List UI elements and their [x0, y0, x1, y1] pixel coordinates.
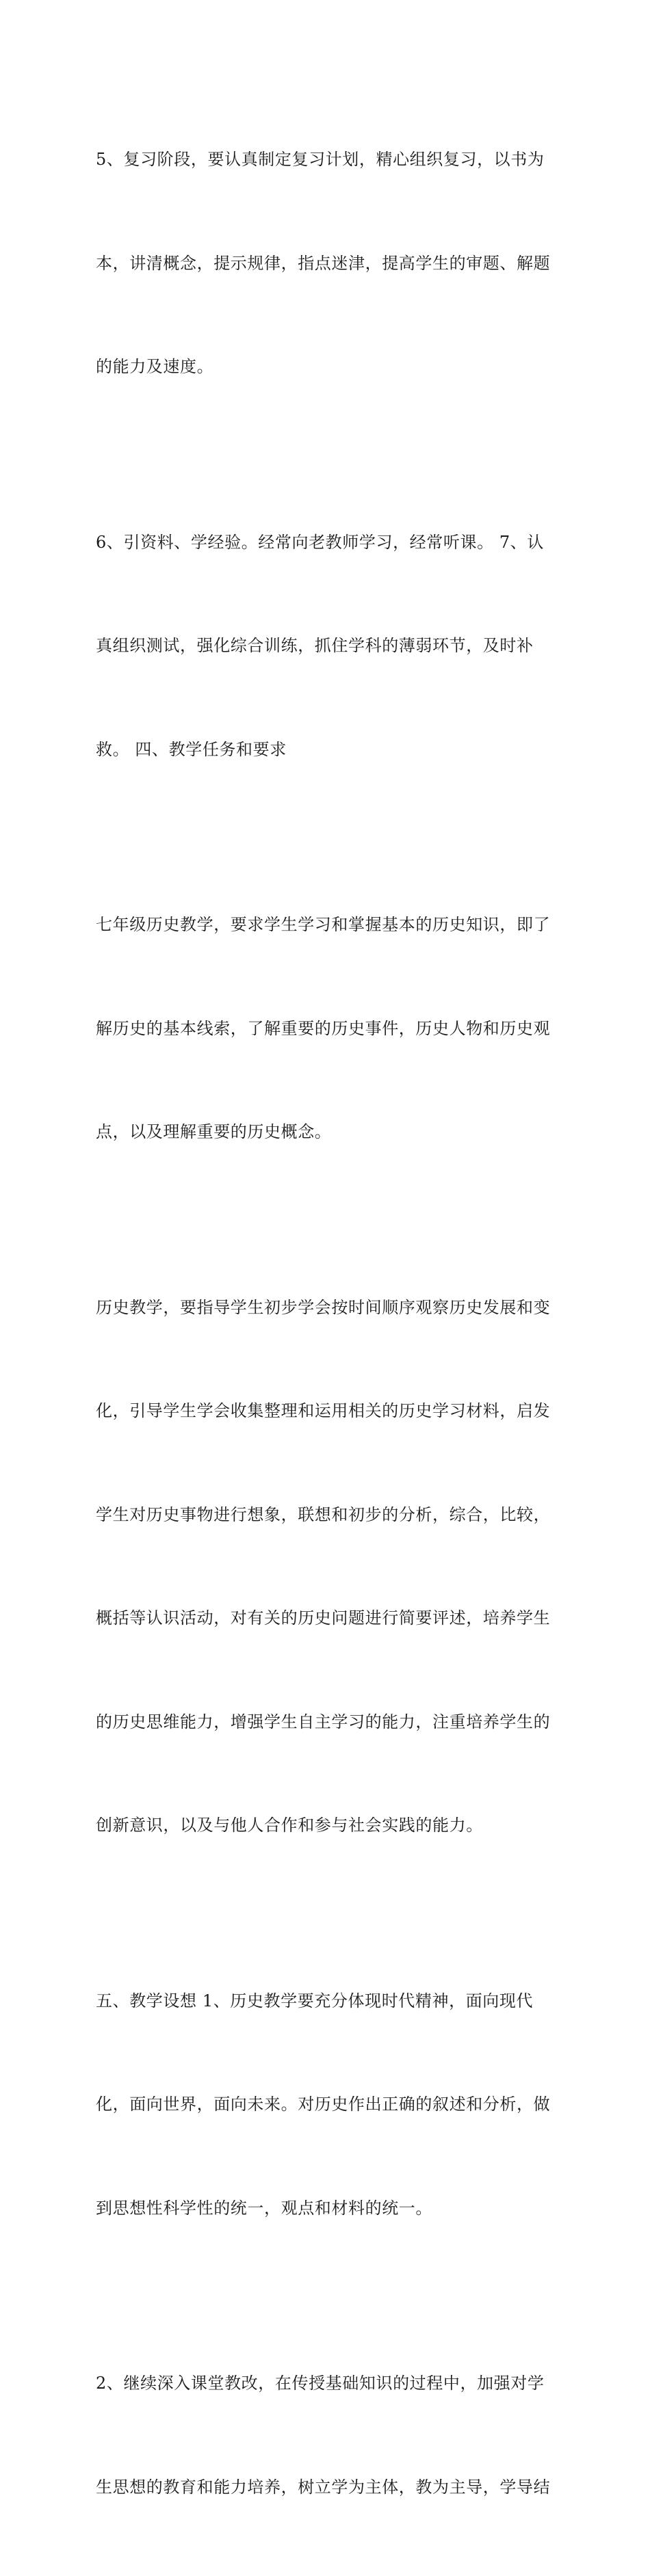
text-line: 概括等认识活动，对有关的历史问题进行简要评述，培养学生: [96, 1608, 551, 1628]
text-line: 生思想的教育和能力培养，树立学为主体，教为主导，学导结: [96, 2477, 551, 2497]
paragraph-resources-experience: [96, 456, 561, 836]
paragraph-review-stage: [96, 73, 561, 453]
text-line: 本，讲清概念，提示规律，指点迷津，提高学生的审题、解题: [96, 253, 551, 273]
text-line: 化，面向世界，面向未来。对历史作出正确的叙述和分析，做: [96, 2095, 551, 2114]
text-line: 七年级历史教学，要求学生学习和掌握基本的历史知识，即了: [96, 915, 551, 934]
text-line: 6、引资料、学经验。经常向老教师学习，经常听课。 7、认: [96, 532, 544, 552]
text-line: 创新意识，以及与他人合作和参与社会实践的能力。: [96, 1816, 483, 1835]
text-line: 到思想性科学性的统一，观点和材料的统一。: [96, 2198, 432, 2218]
paragraph-grade7-history: [96, 838, 561, 1219]
text-line: 历史教学，要指导学生初步学会按时间顺序观察历史发展和变: [96, 1297, 551, 1317]
text-line: 的能力及速度。: [96, 357, 214, 376]
paragraph-teaching-ideas: [96, 1915, 561, 2295]
text-line: 学生对历史事物进行想象，联想和初步的分析，综合，比较，: [96, 1504, 551, 1524]
text-line: 真组织测试，强化综合训练，抓住学科的薄弱环节，及时补: [96, 636, 534, 655]
text-line: 化，引导学生学会收集整理和运用相关的历史学习材料，启发: [96, 1401, 551, 1420]
document-body: [96, 73, 561, 2576]
text-line: 点，以及理解重要的历史概念。: [96, 1122, 332, 1141]
text-line: 救。 四、教学任务和要求: [96, 739, 287, 759]
paragraph-history-teaching: [96, 1221, 561, 1912]
paragraph-classroom-reform: [96, 2297, 561, 2573]
text-line: 2、继续深入课堂教改，在传授基础知识的过程中，加强对学: [96, 2374, 545, 2393]
text-line: 的历史思维能力，增强学生自主学习的能力，注重培养学生的: [96, 1712, 551, 1731]
text-line: 5、复习阶段，要认真制定复习计划，精心组织复习，以书为: [96, 150, 545, 169]
text-line: 解历史的基本线索，了解重要的历史事件，历史人物和历史观: [96, 1018, 551, 1038]
text-line: 五、教学设想 1、历史教学要充分体现时代精神，面向现代: [96, 1991, 534, 2010]
